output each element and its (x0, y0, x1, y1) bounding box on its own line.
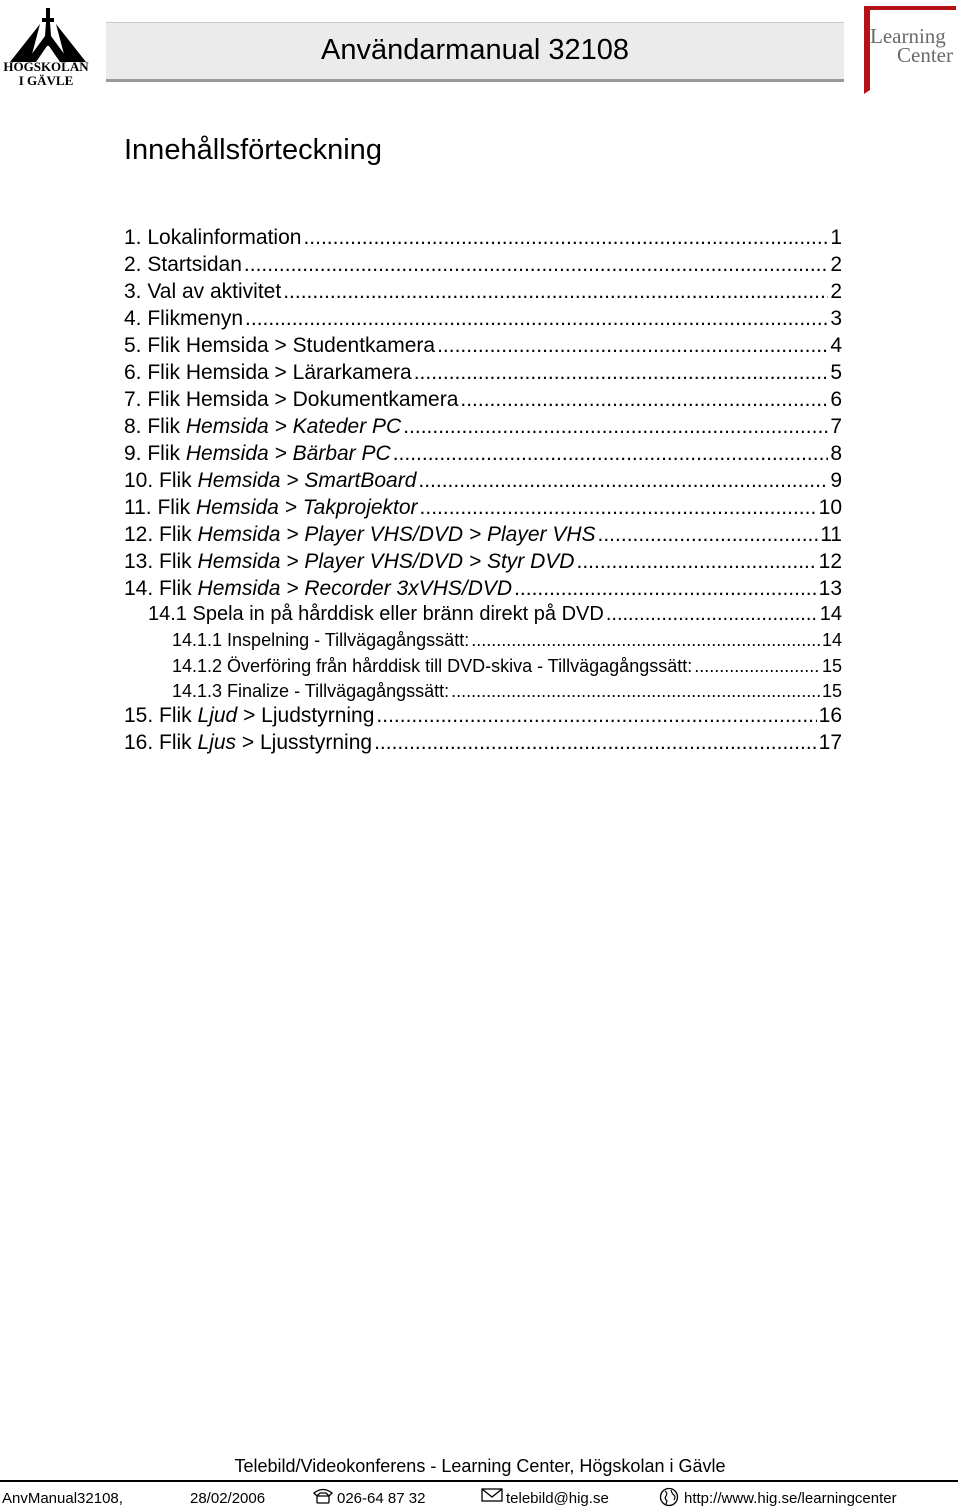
toc-entry-label: 14.1.3 Finalize - Tillvägagångssätt: (172, 681, 450, 701)
toc-entry-label: 14.1.1 Inspelning - Tillvägagångssätt: (172, 630, 470, 650)
footer-email[interactable]: telebild@hig.se (506, 1490, 609, 1507)
toc-entry[interactable] (124, 731, 842, 755)
toc-entry-label: 14.1 Spela in på hårddisk eller bränn direkt på DVD (148, 603, 604, 625)
toc-dot-leader (376, 704, 816, 728)
toc-entry-label: 10. Flik Hemsida > SmartBoard (124, 469, 417, 492)
toc-dot-leader (606, 603, 818, 626)
toc-page-number: 17 (818, 731, 842, 754)
toc-dot-leader (374, 731, 817, 755)
toc-entry[interactable] (124, 226, 842, 250)
toc-entry-label: 14. Flik Hemsida > Recorder 3xVHS/DVD (124, 577, 513, 600)
toc-dot-leader (283, 280, 828, 304)
toc-entry-label: 3. Val av aktivitet (124, 280, 282, 303)
toc-entry[interactable] (172, 630, 842, 651)
toc-entry-label: 13. Flik Hemsida > Player VHS/DVD > Styr DVD (124, 550, 575, 573)
toc-dot-leader (694, 656, 820, 677)
toc-entry[interactable] (148, 603, 842, 626)
toc-entry[interactable] (124, 469, 842, 493)
learning-center-logo (862, 6, 958, 96)
toc-entry-label: 2. Startsidan (124, 253, 242, 276)
toc-entry-label: 8. Flik Hemsida > Kateder PC (124, 415, 402, 438)
footer-center-text: Telebild/Videokonferens - Learning Center, Högskolan i Gävle (234, 1456, 726, 1476)
toc-dot-leader (403, 415, 828, 439)
toc-entry-label: 11. Flik Hemsida > Takprojektor (124, 496, 418, 519)
toc-entry[interactable] (124, 307, 842, 331)
hig-logo-line1: HÖGSKOLAN (3, 59, 89, 74)
toc-dot-leader (414, 361, 829, 385)
toc-entry[interactable] (124, 253, 842, 277)
footer-website[interactable]: http://www.hig.se/learningcenter (684, 1490, 897, 1507)
toc-page-number: 2 (830, 253, 842, 276)
header-bar (106, 22, 844, 82)
toc-entry-label: 6. Flik Hemsida > Lärarkamera (124, 361, 412, 384)
toc-page-number: 2 (830, 280, 842, 303)
toc-dot-leader (393, 442, 829, 466)
toc-entry-label: 15. Flik Ljud > Ljudstyrning (124, 704, 375, 727)
toc-dot-leader (418, 469, 828, 493)
toc-page-number: 7 (830, 415, 842, 438)
toc-entry[interactable] (124, 523, 842, 547)
toc-page-number: 11 (820, 523, 842, 546)
toc-page-number: 15 (821, 681, 842, 701)
hogskolan-gavle-logo (0, 6, 96, 92)
toc-page-number: 1 (830, 226, 842, 249)
globe-icon (659, 1487, 679, 1507)
toc-entry-label: 5. Flik Hemsida > Studentkamera (124, 334, 436, 357)
toc-page-number: 14 (819, 603, 842, 625)
toc-heading: Innehållsförteckning (124, 134, 382, 166)
toc-page-number: 3 (830, 307, 842, 330)
toc-entry[interactable] (124, 550, 842, 574)
toc-entry[interactable] (124, 415, 842, 439)
toc-page-number: 8 (830, 442, 842, 465)
footer-phone: 026-64 87 32 (337, 1490, 426, 1507)
phone-icon (312, 1487, 334, 1505)
toc-dot-leader (451, 681, 820, 702)
email-icon (481, 1487, 503, 1503)
footer-doc-id: AnvManual32108, (2, 1490, 123, 1507)
toc-entry-label: 4. Flikmenyn (124, 307, 244, 330)
toc-dot-leader (245, 307, 828, 331)
toc-entry[interactable] (124, 577, 842, 601)
toc-entry[interactable] (124, 496, 842, 520)
toc-entry[interactable] (124, 388, 842, 412)
toc-entry-label: 14.1.2 Överföring från hårddisk till DVD-skiva - Tillvägagångssätt: (172, 656, 693, 676)
toc-page-number: 9 (830, 469, 842, 492)
hig-emblem-icon (0, 6, 96, 66)
footer-date: 28/02/2006 (190, 1490, 266, 1507)
toc-page-number: 13 (818, 577, 842, 600)
toc-entry-label: 1. Lokalinformation (124, 226, 302, 249)
toc-page-number: 6 (830, 388, 842, 411)
toc-entry[interactable] (172, 681, 842, 702)
toc-page-number: 16 (818, 704, 842, 727)
toc-dot-leader (420, 496, 817, 520)
toc-entry[interactable] (172, 656, 842, 677)
toc-page-number: 15 (821, 656, 842, 676)
toc-dot-leader (437, 334, 828, 358)
toc-entry[interactable] (124, 704, 842, 728)
toc-page-number: 12 (818, 550, 842, 573)
toc-entry[interactable] (124, 442, 842, 466)
toc-entry-label: 9. Flik Hemsida > Bärbar PC (124, 442, 391, 465)
toc-entry[interactable] (124, 280, 842, 304)
lc-logo-line2: Center (897, 43, 953, 67)
lc-logo-line1: Learning (870, 24, 946, 48)
toc-dot-leader (576, 550, 816, 574)
toc-entry[interactable] (124, 334, 842, 358)
toc-dot-leader (471, 630, 820, 651)
toc-page-number: 14 (821, 630, 842, 650)
hig-logo-line2: I GÄVLE (18, 73, 74, 88)
toc-entry-label: 16. Flik Ljus > Ljusstyrning (124, 731, 373, 754)
toc-page-number: 5 (830, 361, 842, 384)
toc-page-number: 10 (818, 496, 842, 519)
toc-dot-leader (244, 253, 828, 277)
toc-dot-leader (598, 523, 819, 547)
toc-entry[interactable] (124, 361, 842, 385)
toc-dot-leader (303, 226, 828, 250)
document-title: Användarmanual 32108 (321, 34, 629, 66)
toc-entry-label: 7. Flik Hemsida > Dokumentkamera (124, 388, 459, 411)
toc-page-number: 4 (830, 334, 842, 357)
toc-dot-leader (460, 388, 828, 412)
footer-divider (0, 1480, 958, 1482)
toc-dot-leader (514, 577, 817, 601)
toc-entry-label: 12. Flik Hemsida > Player VHS/DVD > Player VHS (124, 523, 596, 546)
